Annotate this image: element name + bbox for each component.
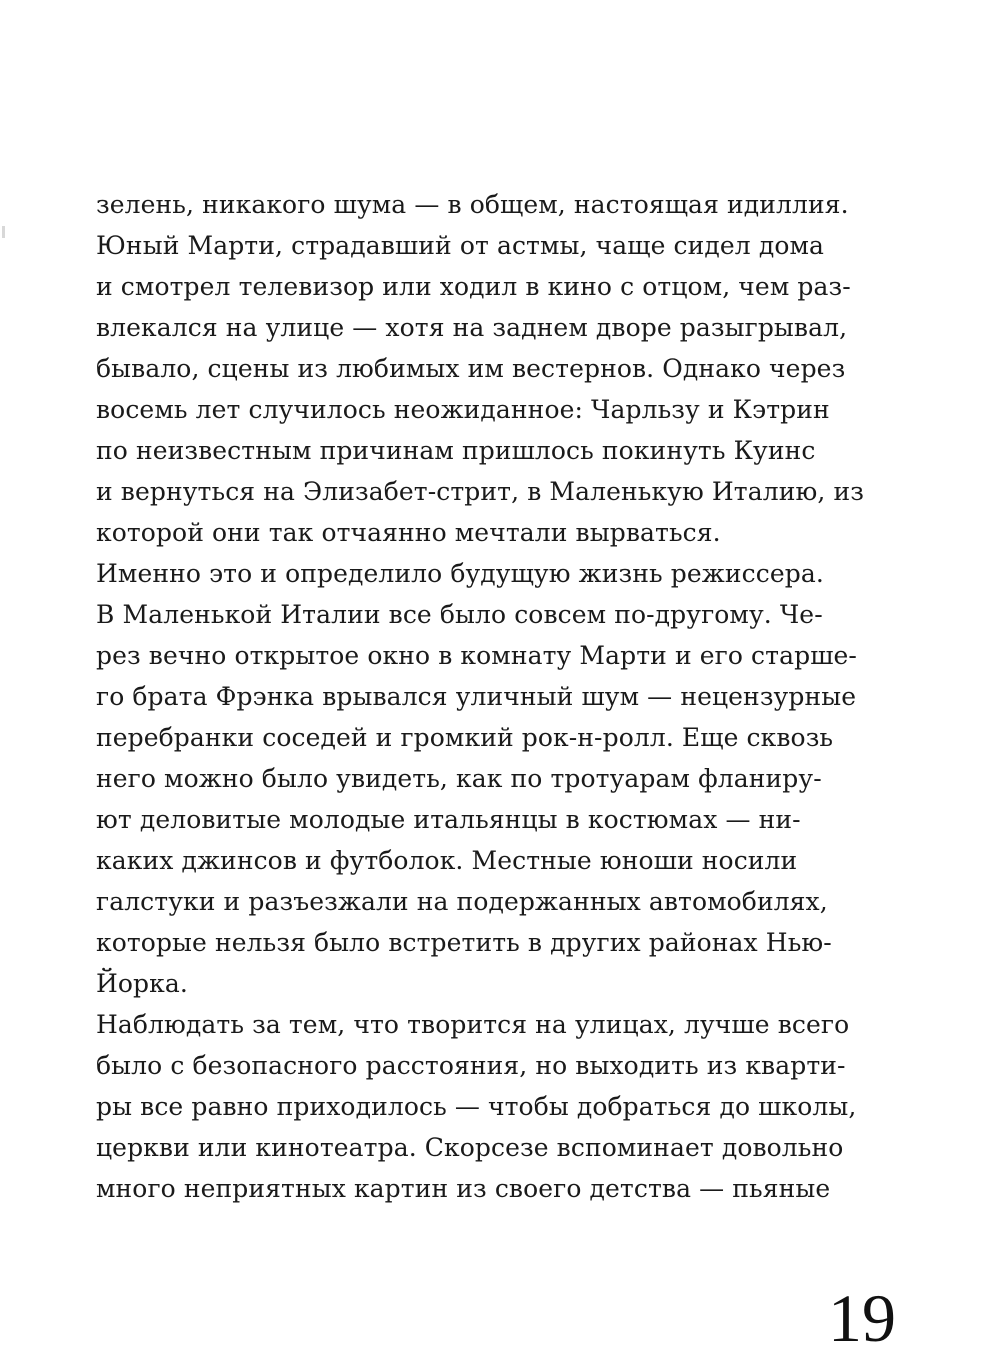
text-line: которой они так отчаянно мечтали вырваться. xyxy=(96,518,721,547)
text-line: го брата Фрэнка врывался уличный шум — нецензурные xyxy=(96,682,857,711)
text-line: Именно это и определило будущую жизнь режиссера. xyxy=(96,559,824,588)
text-line: много неприятных картин из своего детства — пьяные xyxy=(96,1174,831,1203)
text-line: влекался на улице — хотя на заднем дворе разыгрывал, xyxy=(96,313,848,342)
text-line: ры все равно приходилось — чтобы добраться до школы, xyxy=(96,1092,857,1121)
text-line: него можно было увидеть, как по тротуарам фланиру- xyxy=(96,764,822,793)
text-line: и смотрел телевизор или ходил в кино с отцом, чем раз- xyxy=(96,272,851,301)
text-line: зелень, никакого шума — в общем, настоящая идиллия. xyxy=(96,190,849,219)
text-line: и вернуться на Элизабет-стрит, в Маленькую Италию, из xyxy=(96,477,864,506)
text-line: перебранки соседей и громкий рок-н-ролл. Еще сквозь xyxy=(96,723,834,752)
text-line: церкви или кинотеатра. Скорсезе вспоминает довольно xyxy=(96,1133,844,1162)
text-line: было с безопасного расстояния, но выходить из кварти- xyxy=(96,1051,846,1080)
scan-edge-mark xyxy=(2,226,5,238)
text-line: восемь лет случилось неожиданное: Чарльзу и Кэтрин xyxy=(96,395,830,424)
text-line: каких джинсов и футболок. Местные юноши носили xyxy=(96,846,798,875)
page-number: 19 xyxy=(828,1280,896,1356)
text-line: Наблюдать за тем, что творится на улицах, лучше всего xyxy=(96,1010,850,1039)
text-line: Юный Марти, страдавший от астмы, чаще сидел дома xyxy=(96,231,825,260)
text-line: по неизвестным причинам пришлось покинуть Куинс xyxy=(96,436,816,465)
text-line: рез вечно открытое окно в комнату Марти и его старше- xyxy=(96,641,857,670)
text-line: ют деловитые молодые итальянцы в костюмах — ни- xyxy=(96,805,801,834)
body-text xyxy=(96,184,916,1209)
text-line: Йорка. xyxy=(96,969,188,998)
text-line: бывало, сцены из любимых им вестернов. Однако через xyxy=(96,354,846,383)
text-line: галстуки и разъезжали на подержанных автомобилях, xyxy=(96,887,828,916)
text-line: В Маленькой Италии все было совсем по-другому. Че- xyxy=(96,600,823,629)
text-line: которые нельзя было встретить в других районах Нью- xyxy=(96,928,832,957)
